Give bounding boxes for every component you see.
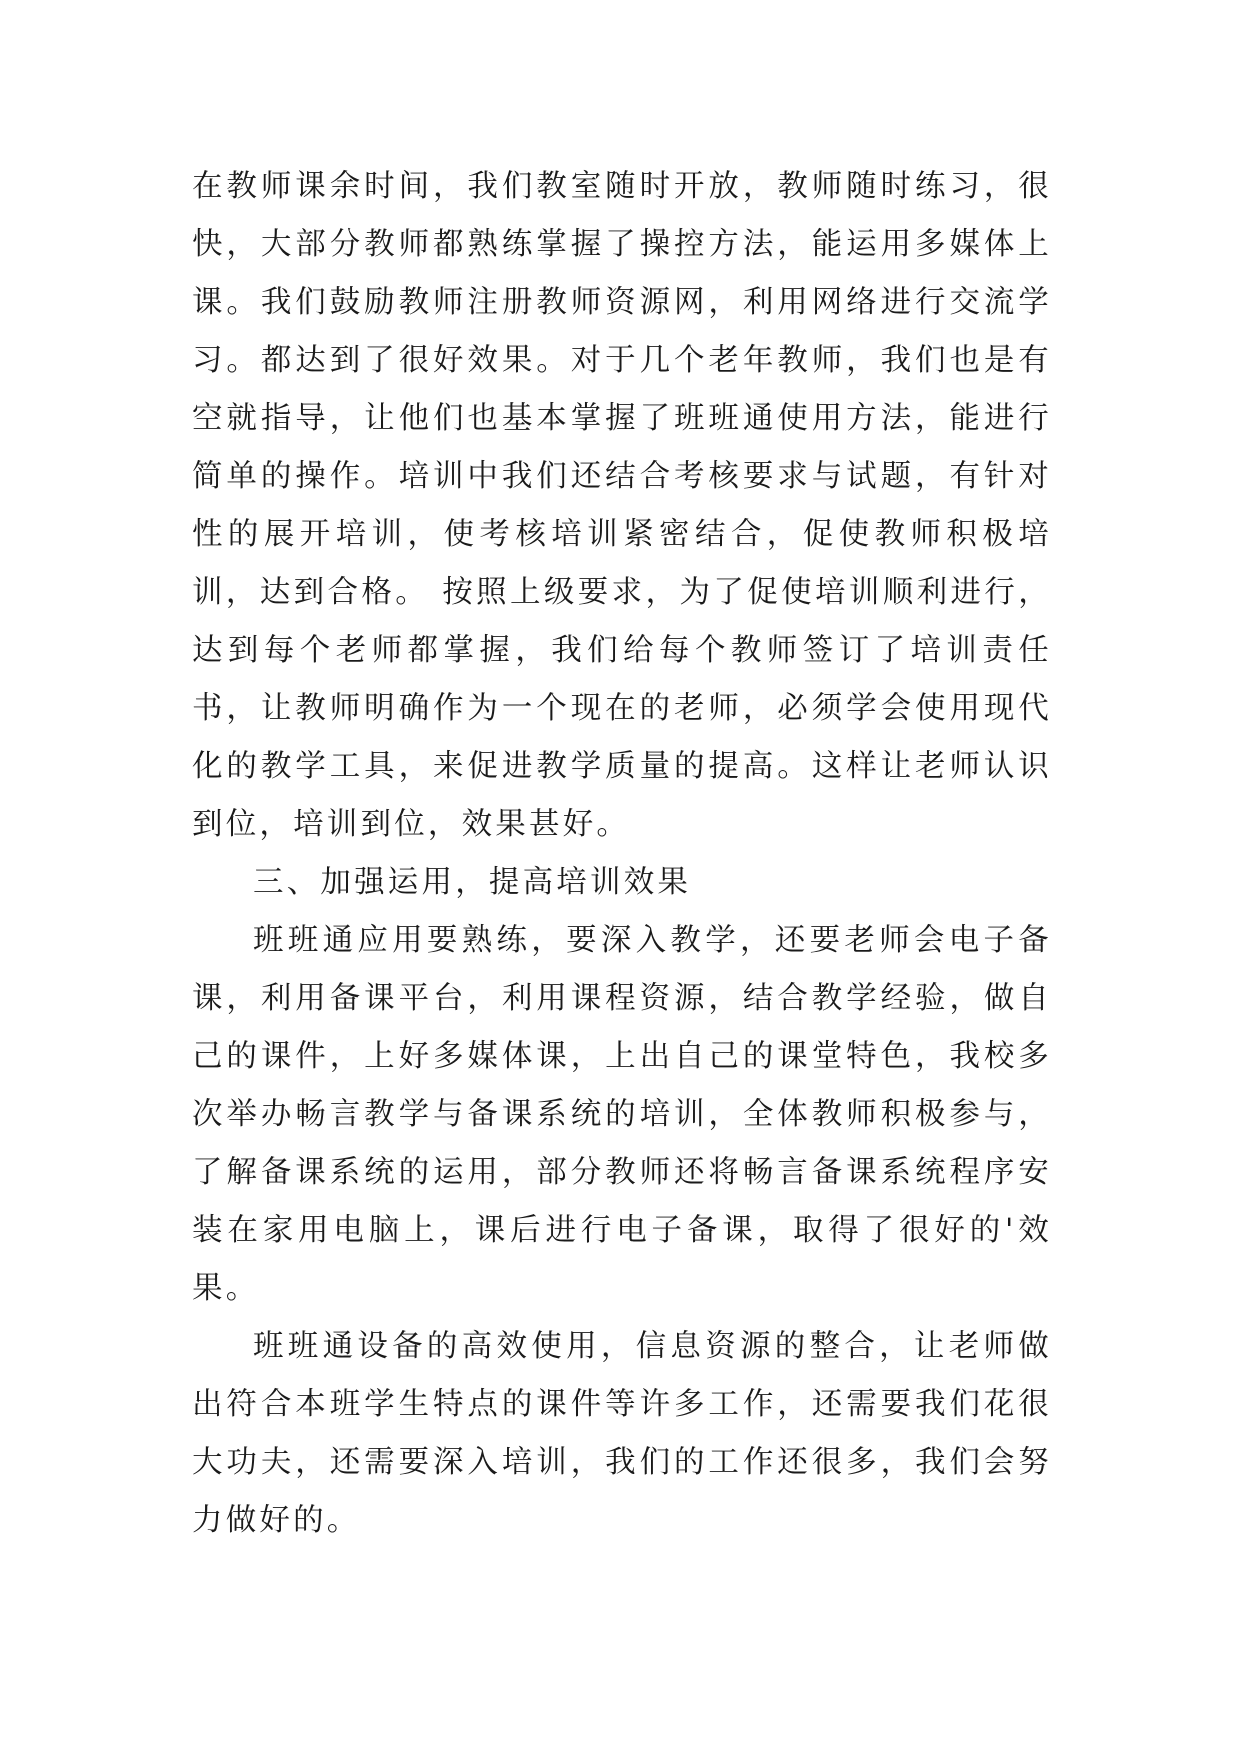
section-heading: 三、加强运用，提高培训效果	[253, 865, 692, 900]
document-body	[192, 158, 1052, 1550]
paragraph-3: 班班通设备的高效使用，信息资源的整合，让老师做出符合本班学生特点的课件等许多工作，还需要我们花很大功夫，还需要深入培训，我们的工作还很多，我们会努力做好的。	[192, 1329, 1052, 1538]
paragraph-1: 在教师课余时间，我们教室随时开放，教师随时练习，很快，大部分教师都熟练掌握了操控方法，能运用多媒体上课。我们鼓励教师注册教师资源网，利用网络进行交流学习。都达到了很好效果。对于几个老年教师，我们也是有空就指导，让他们也基本掌握了班班通使用方法，能进行简单的操作。培训中我们还结合考核要求与试题，有针对性的展开培训，使考核培训紧密结合，促使教师积极培训，达到合格。 按照上级要求，为了促使培训顺利进行，达到每个老师都掌握，我们给每个教师签订了培训责任书，让教师明确作为一个现在的老师，必须学会使用现代化的教学工具，来促进教学质量的提高。这样让老师认识到位，培训到位，效果甚好。	[192, 169, 1052, 842]
paragraph-2: 班班通应用要熟练，要深入教学，还要老师会电子备课，利用备课平台，利用课程资源，结合教学经验，做自己的课件，上好多媒体课，上出自己的课堂特色，我校多次举办畅言教学与备课系统的培训，全体教师积极参与，了解备课系统的运用，部分教师还将畅言备课系统程序安装在家用电脑上，课后进行电子备课，取得了很好的'效果。	[192, 923, 1052, 1306]
